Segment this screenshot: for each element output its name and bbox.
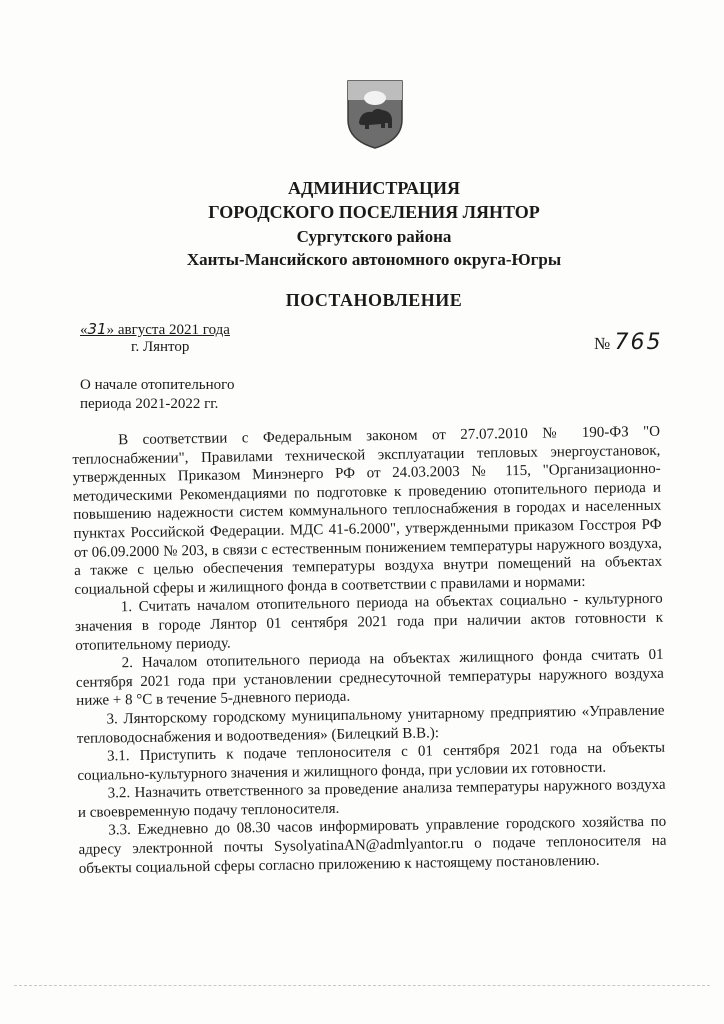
document-city: г. Лянтор xyxy=(131,339,190,355)
subject-line-2: периода 2021-2022 гг. xyxy=(80,396,219,412)
body-item-3-1: 3.1. Приступить к подаче теплоносителя с 01 сентября 2021 года на объекты социально-культурного значения и жилищного фонда, при условии их готовности. xyxy=(77,739,666,784)
body-item-2: 2. Началом отопительного периода на объектах жилищного фонда считать 01 сентября 2021 года при установлении среднесуточной температуры наружного воздуха ниже + 8 °С в течение 5-дневного периода. xyxy=(75,646,664,710)
number-handwritten: 765 xyxy=(614,330,663,355)
body-intro-paragraph: В соответствии с Федеральным законом от 27.07.2010 № 190-ФЗ "О теплоснабжении", Правилами технической эксплуатации тепловых энергоустановок, утвержденных Приказом Минэнерго РФ от 24.03.2003 № 115, "Организационно-методическими Рекомендациями по подготовке к проведению отопительного периода и повышению надежности систем коммунального теплоснабжения в городах и населенных пунктах Российской Федерации. МДС 41-6.2000", утвержденными приказом Госстроя РФ от 06.09.2000 № 203, в связи с естественным понижением температуры наружного воздуха, а также с целью обеспечения температуры воздуха внутри помещений на объектах социальной сферы и жилищного фонда в соответствии с правилами и нормами: xyxy=(72,423,663,598)
page-footer-divider xyxy=(14,985,710,986)
document-number xyxy=(594,330,662,355)
subject-line-1: О начале отопительного xyxy=(80,377,235,393)
date-open-quote: « xyxy=(80,322,88,338)
document-type: ПОСТАНОВЛЕНИЕ xyxy=(285,290,463,310)
document-body xyxy=(72,423,667,878)
region-name: Ханты-Мансийского автономного округа-Югры xyxy=(186,250,562,269)
date-month-year: » августа 2021 года xyxy=(106,322,230,338)
body-item-3-2: 3.2. Назначить ответственного за проведение анализа температуры наружного воздуха и своевременную подачу теплоносителя. xyxy=(77,777,666,821)
coat-of-arms-bear-icon xyxy=(345,78,405,150)
organization-subtitle: ГОРОДСКОГО ПОСЕЛЕНИЯ ЛЯНТОР xyxy=(208,202,540,222)
body-item-3-3: 3.3. Ежедневно до 08.30 часов информировать управление городского хозяйства по адресу электронной почты SysolyatinaAN@admlyantor.ru о подаче теплоносителя на объекты социальной сферы согласно приложению к настоящему постановлению. xyxy=(78,814,667,877)
document-subject xyxy=(80,376,234,414)
document-date xyxy=(80,320,230,339)
body-item-3: 3. Лянторскому городскому муниципальному унитарному предприятию «Управление тепловодоснабжения и водоотведения» (Билецкий В.В.): xyxy=(76,702,665,747)
date-day-handwritten: 31 xyxy=(87,320,107,338)
district-name: Сургутского района xyxy=(296,227,452,246)
body-item-1: 1. Считать началом отопительного периода на объектах социально - культурного значения в городе Лянтор 01 сентября 2021 года при наличии актов готовности к отопительному периоду. xyxy=(74,591,664,654)
organization-title: АДМИНИСТРАЦИЯ xyxy=(287,178,461,198)
number-prefix: № xyxy=(594,334,611,353)
